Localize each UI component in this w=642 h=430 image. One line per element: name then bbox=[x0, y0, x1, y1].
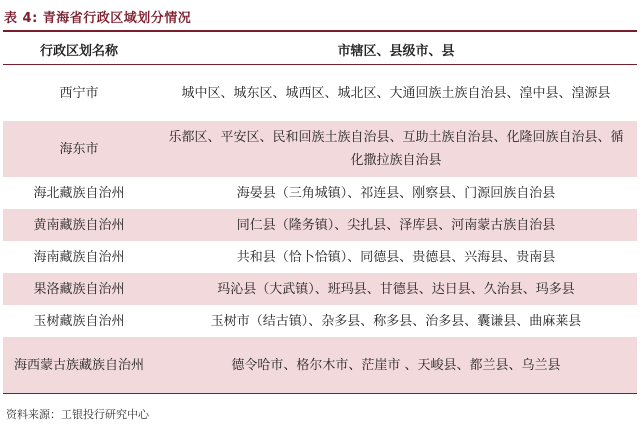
division-name-cell: 玉树藏族自治州 bbox=[33, 313, 125, 329]
table-row bbox=[3, 273, 637, 305]
division-name-cell: 海南藏族自治州 bbox=[33, 249, 125, 265]
admin-division-table bbox=[3, 34, 637, 394]
source-note: 资料来源：工银投行研究中心 bbox=[6, 408, 149, 421]
header-sub-units: 市辖区、县级市、县 bbox=[155, 34, 637, 65]
table-row bbox=[3, 337, 637, 394]
sub-units-cell: 同仁县（隆务镇）、尖扎县、泽库县、河南蒙古族自治县 bbox=[155, 209, 637, 241]
table-container bbox=[3, 34, 637, 394]
sub-units-cell: 海晏县（三角城镇）、祁连县、刚察县、门源回族自治县 bbox=[236, 185, 556, 201]
division-name-cell: 西宁市 bbox=[59, 85, 99, 101]
table-row bbox=[3, 241, 637, 273]
table-row bbox=[3, 65, 637, 122]
table-title: 表 4: 青海省行政区域划分情况 bbox=[4, 11, 192, 26]
sub-units-cell: 共和县（恰卜恰镇）、同德县、贵德县、兴海县、贵南县 bbox=[236, 249, 556, 265]
table-header-row bbox=[3, 34, 637, 65]
table-row bbox=[3, 209, 637, 241]
sub-units-cell: 德令哈市、格尔木市、茫崖市 、天峻县、都兰县、乌兰县 bbox=[155, 337, 637, 394]
division-name-cell: 海西蒙古族藏族自治州 bbox=[3, 337, 155, 394]
sub-units-cell: 城中区、城东区、城西区、城北区、大通回族土族自治县、湟中县、湟源县 bbox=[181, 85, 611, 101]
division-name-cell: 黄南藏族自治州 bbox=[3, 209, 155, 241]
sub-units-cell: 玛沁县（大武镇）、班玛县、甘德县、达日县、久治县、玛多县 bbox=[155, 273, 637, 305]
title-rule bbox=[3, 30, 637, 32]
sub-units-cell: 玉树市（结古镇）、杂多县、称多县、治多县、囊谦县、曲麻莱县 bbox=[210, 313, 582, 329]
table-row bbox=[3, 177, 637, 209]
header-division-name: 行政区划名称 bbox=[3, 34, 155, 65]
table-row bbox=[3, 305, 637, 337]
table-row bbox=[3, 121, 637, 177]
division-name-cell: 海东市 bbox=[3, 121, 155, 177]
sub-units-cell: 乐都区、平安区、民和回族土族自治县、互助土族自治县、化隆回族自治县、循化撒拉族自治县 bbox=[155, 121, 637, 177]
division-name-cell: 果洛藏族自治州 bbox=[3, 273, 155, 305]
division-name-cell: 海北藏族自治州 bbox=[33, 185, 125, 201]
